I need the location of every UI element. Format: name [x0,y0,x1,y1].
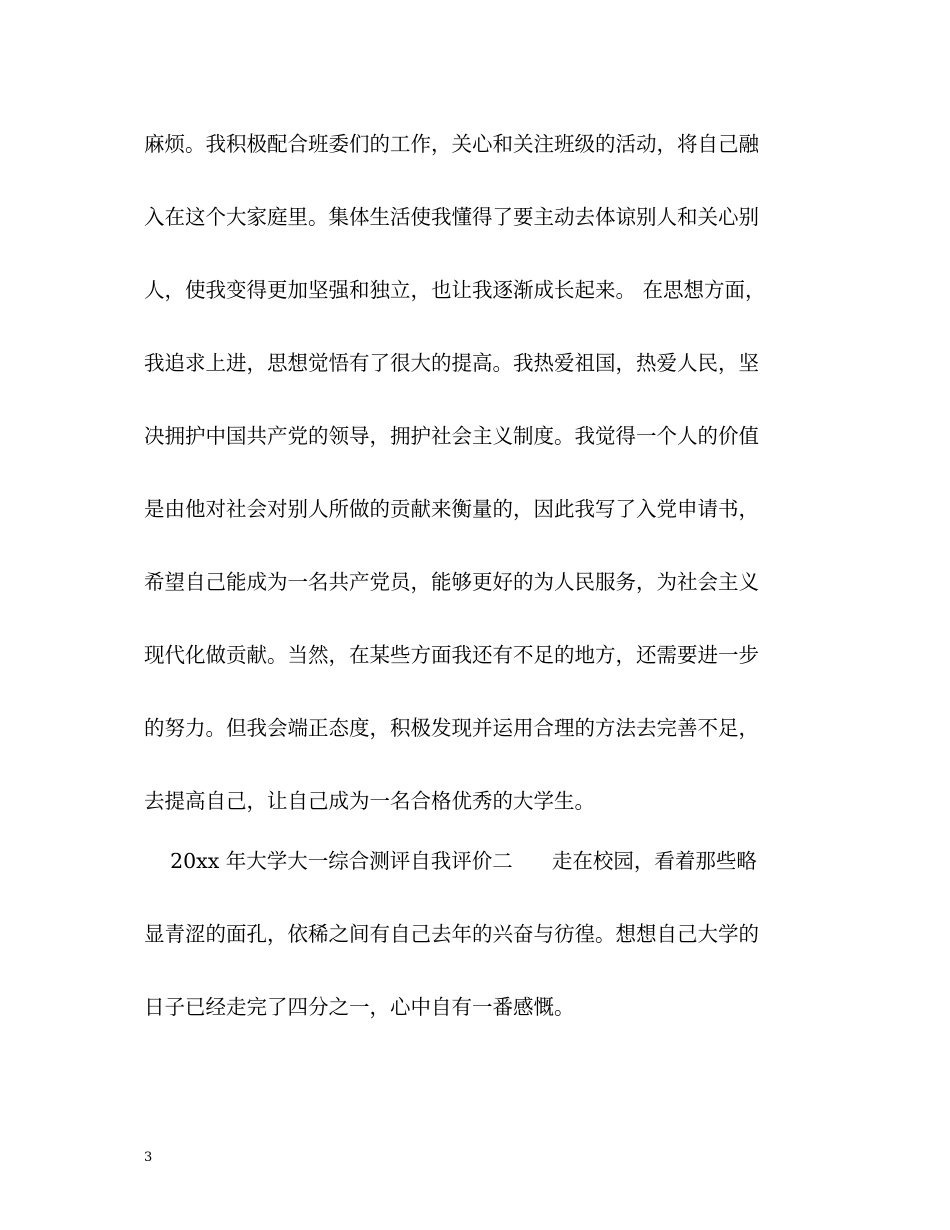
text-line: 希望自己能成为一名共产党员，能够更好的为人民服务，为社会主义 [144,570,759,594]
text-line: 显青涩的面孔，依稀之间有自己去年的兴奋与彷徨。想想自己大学的 [144,922,759,946]
page-number: 3 [144,1150,153,1165]
text-line: 去提高自己，让自己成为一名合格优秀的大学生。 [144,789,595,813]
text-line: 人，使我变得更加坚强和独立，也让我逐渐成长起来。 在思想方面， [144,278,766,302]
text-line: 是由他对社会对别人所做的贡献来衡量的，因此我写了入党申请书， [144,497,759,521]
text-line: 入在这个大家庭里。集体生活使我懂得了要主动去体谅别人和关心别 [144,205,759,229]
section-heading-line: 20xx 年大学大一综合测评自我评价二 走在校园，看着那些略 [144,849,757,873]
text-line: 麻烦。我积极配合班委们的工作，关心和关注班级的活动，将自己融 [144,132,759,156]
text-line: 日子已经走完了四分之一，心中自有一番感慨。 [144,995,575,1019]
text-line: 我追求上进，思想觉悟有了很大的提高。我热爱祖国，热爱人民，坚 [144,351,759,375]
text-line: 现代化做贡献。当然，在某些方面我还有不足的地方，还需要进一步 [144,643,759,667]
text-line: 决拥护中国共产党的领导，拥护社会主义制度。我觉得一个人的价值 [144,424,759,448]
text-line: 的努力。但我会端正态度，积极发现并运用合理的方法去完善不足， [144,716,759,740]
